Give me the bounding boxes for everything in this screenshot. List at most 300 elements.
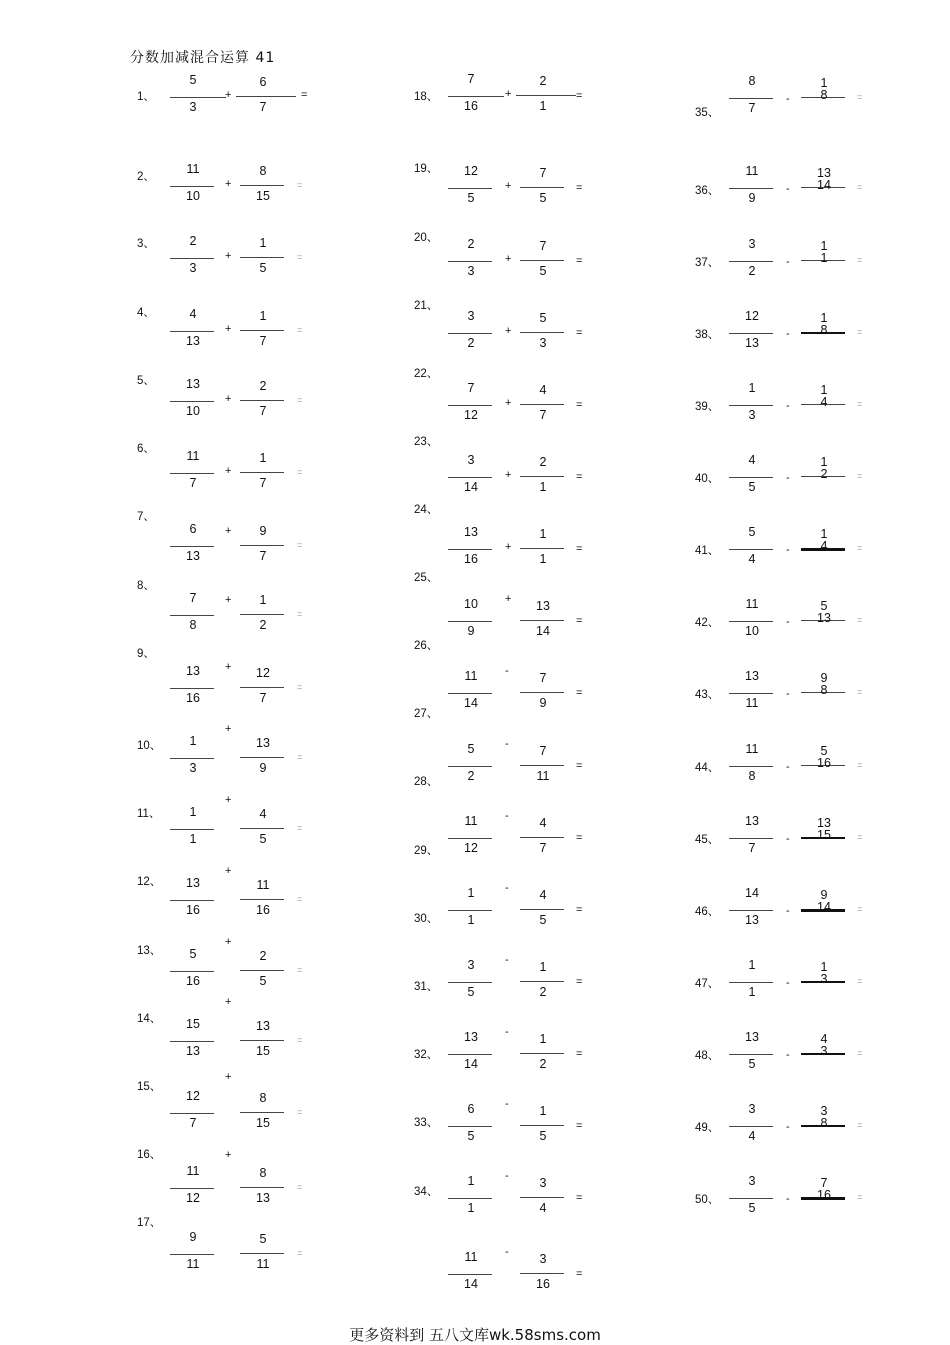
fraction-bar xyxy=(170,186,214,187)
denominator-first: 13 xyxy=(186,334,200,348)
numerator-first: 4 xyxy=(748,453,756,467)
fraction-bar xyxy=(448,910,492,911)
denominator-second: 4 xyxy=(820,395,828,409)
denominator-second: 2 xyxy=(820,467,828,481)
fraction-bar xyxy=(170,1254,214,1255)
denominator-second: 15 xyxy=(256,1044,270,1058)
denominator-first: 3 xyxy=(189,261,197,275)
numerator-first: 1 xyxy=(748,381,756,395)
fraction-bar xyxy=(729,98,773,99)
numerator-second: 1 xyxy=(539,1104,547,1118)
equals-sign: = xyxy=(857,92,863,102)
numerator-second: 12 xyxy=(256,666,270,680)
problem-number: 45、 xyxy=(695,834,720,846)
problem-number: 34、 xyxy=(414,1186,439,1198)
denominator-second: 5 xyxy=(539,1129,547,1143)
fraction-bar xyxy=(520,909,564,910)
equals-sign: = xyxy=(301,89,308,101)
problem-number: 17、 xyxy=(137,1217,162,1229)
numerator-first: 5 xyxy=(189,73,197,87)
problem-number: 24、 xyxy=(414,504,439,516)
denominator-second: 3 xyxy=(539,336,547,350)
operator-sign: + xyxy=(505,397,512,409)
denominator-first: 3 xyxy=(748,408,756,422)
problem-number: 20、 xyxy=(414,232,439,244)
numerator-first: 13 xyxy=(745,814,759,828)
problem-number: 41、 xyxy=(695,545,720,557)
operator-sign: - xyxy=(505,810,509,822)
numerator-second: 13 xyxy=(817,816,831,830)
denominator-first: 5 xyxy=(467,191,475,205)
fraction-bar xyxy=(729,838,773,839)
operator-sign: - xyxy=(786,400,790,412)
operator-sign: + xyxy=(225,794,232,806)
denominator-first: 2 xyxy=(467,336,475,350)
fraction-bar xyxy=(729,188,773,189)
operator-sign: + xyxy=(225,865,232,877)
problem-number: 15、 xyxy=(137,1081,162,1093)
equals-sign: = xyxy=(297,325,303,335)
denominator-first: 10 xyxy=(186,404,200,418)
fraction-bar xyxy=(448,693,492,694)
denominator-first: 4 xyxy=(748,1129,756,1143)
problem-number: 14、 xyxy=(137,1013,162,1025)
problem-number: 44、 xyxy=(695,762,720,774)
denominator-second: 5 xyxy=(539,913,547,927)
numerator-first: 11 xyxy=(464,669,478,683)
operator-sign: - xyxy=(786,544,790,556)
fraction-bar xyxy=(170,473,214,474)
denominator-first: 12 xyxy=(186,1191,200,1205)
fraction-bar xyxy=(729,1054,773,1055)
equals-sign: = xyxy=(297,1182,303,1192)
denominator-first: 9 xyxy=(467,624,475,638)
problem-number: 12、 xyxy=(137,876,162,888)
operator-sign: + xyxy=(225,661,232,673)
denominator-first: 16 xyxy=(186,974,200,988)
denominator-second: 8 xyxy=(820,323,828,337)
denominator-second: 2 xyxy=(539,985,547,999)
fraction-bar xyxy=(729,982,773,983)
equals-sign: = xyxy=(857,832,863,842)
numerator-first: 11 xyxy=(464,1250,478,1264)
fraction-bar xyxy=(520,981,564,982)
denominator-second: 1 xyxy=(539,552,547,566)
fraction-bar xyxy=(170,546,214,547)
fraction-bar xyxy=(170,971,214,972)
numerator-second: 4 xyxy=(259,807,267,821)
numerator-second: 7 xyxy=(539,744,547,758)
denominator-second: 14 xyxy=(817,178,831,192)
denominator-first: 1 xyxy=(748,985,756,999)
fraction-bar xyxy=(729,766,773,767)
denominator-second: 4 xyxy=(539,1201,547,1215)
operator-sign: + xyxy=(225,936,232,948)
numerator-second: 5 xyxy=(259,1232,267,1246)
denominator-second: 11 xyxy=(256,1257,270,1271)
numerator-first: 13 xyxy=(745,1030,759,1044)
numerator-second: 5 xyxy=(539,311,547,325)
numerator-first: 11 xyxy=(186,449,200,463)
numerator-second: 13 xyxy=(536,599,550,613)
equals-sign: = xyxy=(857,1192,863,1202)
problem-number: 16、 xyxy=(137,1149,162,1161)
numerator-second: 2 xyxy=(539,74,547,88)
worksheet-title: 分数加减混合运算 41 xyxy=(130,50,276,66)
fraction-bar xyxy=(729,405,773,406)
numerator-first: 3 xyxy=(748,1174,756,1188)
denominator-second: 5 xyxy=(259,261,267,275)
fraction-bar xyxy=(240,1112,284,1113)
problem-number: 33、 xyxy=(414,1117,439,1129)
problem-number: 18、 xyxy=(414,91,439,103)
denominator-first: 2 xyxy=(467,769,475,783)
numerator-first: 5 xyxy=(748,525,756,539)
numerator-second: 1 xyxy=(820,455,828,469)
numerator-second: 1 xyxy=(820,311,828,325)
problem-number: 49、 xyxy=(695,1122,720,1134)
denominator-first: 1 xyxy=(467,913,475,927)
problem-number: 43、 xyxy=(695,689,720,701)
denominator-first: 1 xyxy=(189,832,197,846)
numerator-second: 13 xyxy=(256,1019,270,1033)
denominator-first: 13 xyxy=(186,1044,200,1058)
equals-sign: = xyxy=(576,615,583,627)
equals-sign: = xyxy=(857,399,863,409)
numerator-second: 13 xyxy=(817,166,831,180)
fraction-bar xyxy=(448,261,492,262)
fraction-bar xyxy=(520,837,564,838)
operator-sign: - xyxy=(786,183,790,195)
equals-sign: = xyxy=(857,471,863,481)
fraction-bar xyxy=(520,404,564,405)
fraction-bar xyxy=(520,1197,564,1198)
fraction-bar xyxy=(729,333,773,334)
fraction-bar xyxy=(729,910,773,911)
numerator-first: 12 xyxy=(745,309,759,323)
denominator-second: 16 xyxy=(256,903,270,917)
problem-number: 25、 xyxy=(414,572,439,584)
denominator-second: 5 xyxy=(539,264,547,278)
equals-sign: = xyxy=(297,180,303,190)
numerator-first: 4 xyxy=(189,307,197,321)
operator-sign: - xyxy=(786,93,790,105)
denominator-first: 14 xyxy=(464,1277,478,1291)
problem-number: 29、 xyxy=(414,845,439,857)
denominator-second: 11 xyxy=(536,769,550,783)
fraction-bar xyxy=(729,1198,773,1199)
operator-sign: + xyxy=(225,89,232,101)
fraction-bar xyxy=(170,331,214,332)
denominator-first: 5 xyxy=(467,985,475,999)
fraction-bar xyxy=(520,620,564,621)
denominator-first: 13 xyxy=(745,913,759,927)
denominator-second: 16 xyxy=(536,1277,550,1291)
operator-sign: - xyxy=(786,328,790,340)
operator-sign: + xyxy=(225,723,232,735)
numerator-first: 2 xyxy=(189,234,197,248)
numerator-first: 3 xyxy=(467,453,475,467)
denominator-first: 14 xyxy=(464,1057,478,1071)
fraction-bar xyxy=(240,1040,284,1041)
denominator-second: 7 xyxy=(539,408,547,422)
fraction-bar xyxy=(448,1274,492,1275)
problem-number: 1、 xyxy=(137,91,155,103)
fraction-bar xyxy=(240,899,284,900)
numerator-first: 3 xyxy=(748,1102,756,1116)
numerator-second: 6 xyxy=(259,75,267,89)
denominator-first: 1 xyxy=(467,1201,475,1215)
problem-number: 38、 xyxy=(695,329,720,341)
denominator-first: 16 xyxy=(186,691,200,705)
denominator-first: 10 xyxy=(745,624,759,638)
equals-sign: = xyxy=(297,1107,303,1117)
fraction-bar xyxy=(240,400,284,401)
numerator-second: 8 xyxy=(259,1166,267,1180)
problem-number: 47、 xyxy=(695,978,720,990)
problem-number: 2、 xyxy=(137,171,155,183)
numerator-first: 6 xyxy=(189,522,197,536)
fraction-bar xyxy=(170,829,214,830)
numerator-first: 13 xyxy=(464,525,478,539)
fraction-bar xyxy=(448,982,492,983)
denominator-second: 1 xyxy=(820,251,828,265)
problem-number: 39、 xyxy=(695,401,720,413)
operator-sign: + xyxy=(505,469,512,481)
fraction-bar xyxy=(448,188,492,189)
fraction-bar xyxy=(729,477,773,478)
equals-sign: = xyxy=(297,1248,303,1258)
numerator-second: 1 xyxy=(259,309,267,323)
equals-sign: = xyxy=(576,471,583,483)
fraction-bar xyxy=(240,614,284,615)
numerator-first: 1 xyxy=(189,805,197,819)
numerator-first: 12 xyxy=(464,164,478,178)
numerator-second: 4 xyxy=(539,383,547,397)
numerator-second: 2 xyxy=(539,455,547,469)
problem-number: 8、 xyxy=(137,580,155,592)
equals-sign: = xyxy=(297,682,303,692)
problem-number: 40、 xyxy=(695,473,720,485)
denominator-first: 5 xyxy=(748,1057,756,1071)
fraction-bar xyxy=(240,472,284,473)
denominator-first: 14 xyxy=(464,480,478,494)
denominator-first: 8 xyxy=(189,618,197,632)
denominator-second: 3 xyxy=(820,972,828,986)
numerator-second: 1 xyxy=(259,593,267,607)
numerator-first: 2 xyxy=(467,237,475,251)
numerator-first: 11 xyxy=(745,597,759,611)
problem-number: 13、 xyxy=(137,945,162,957)
equals-sign: = xyxy=(576,904,583,916)
fraction-bar xyxy=(240,257,284,258)
problem-number: 50、 xyxy=(695,1194,720,1206)
numerator-second: 9 xyxy=(820,671,828,685)
numerator-first: 11 xyxy=(186,162,200,176)
fraction-bar xyxy=(448,96,504,97)
denominator-second: 14 xyxy=(536,624,550,638)
operator-sign: + xyxy=(225,1149,232,1161)
numerator-first: 11 xyxy=(186,1164,200,1178)
fraction-bar xyxy=(520,548,564,549)
denominator-second: 15 xyxy=(817,828,831,842)
numerator-second: 1 xyxy=(259,236,267,250)
numerator-second: 13 xyxy=(256,736,270,750)
equals-sign: = xyxy=(297,252,303,262)
equals-sign: = xyxy=(297,1035,303,1045)
numerator-second: 1 xyxy=(820,239,828,253)
problem-number: 10、 xyxy=(137,740,162,752)
equals-sign: = xyxy=(576,976,583,988)
fraction-bar xyxy=(729,621,773,622)
denominator-second: 5 xyxy=(259,974,267,988)
denominator-second: 7 xyxy=(259,476,267,490)
denominator-first: 5 xyxy=(748,480,756,494)
denominator-second: 9 xyxy=(539,696,547,710)
fraction-bar xyxy=(520,187,564,188)
fraction-bar xyxy=(520,476,564,477)
fraction-bar xyxy=(170,1188,214,1189)
fraction-bar xyxy=(240,687,284,688)
denominator-first: 9 xyxy=(748,191,756,205)
fraction-bar xyxy=(729,261,773,262)
numerator-second: 1 xyxy=(820,960,828,974)
equals-sign: = xyxy=(576,327,583,339)
fraction-bar xyxy=(448,333,492,334)
numerator-first: 3 xyxy=(467,309,475,323)
problem-number: 31、 xyxy=(414,981,439,993)
numerator-second: 2 xyxy=(259,379,267,393)
numerator-second: 7 xyxy=(820,1176,828,1190)
numerator-second: 1 xyxy=(539,1032,547,1046)
denominator-first: 4 xyxy=(748,552,756,566)
denominator-second: 7 xyxy=(259,404,267,418)
problem-number: 42、 xyxy=(695,617,720,629)
equals-sign: = xyxy=(857,904,863,914)
fraction-bar xyxy=(448,549,492,550)
numerator-second: 1 xyxy=(820,383,828,397)
denominator-first: 5 xyxy=(748,1201,756,1215)
denominator-second: 16 xyxy=(817,756,831,770)
operator-sign: - xyxy=(505,738,509,750)
problem-number: 26、 xyxy=(414,640,439,652)
denominator-second: 3 xyxy=(820,1044,828,1058)
equals-sign: = xyxy=(297,609,303,619)
numerator-second: 4 xyxy=(820,1032,828,1046)
denominator-first: 7 xyxy=(748,841,756,855)
denominator-first: 10 xyxy=(186,189,200,203)
fraction-bar xyxy=(170,97,226,98)
numerator-first: 11 xyxy=(745,742,759,756)
footer-text: 更多资料到 五八文库wk.58sms.com xyxy=(349,1326,601,1344)
numerator-first: 7 xyxy=(189,591,197,605)
fraction-bar xyxy=(520,765,564,766)
operator-sign: + xyxy=(225,594,232,606)
fraction-bar xyxy=(240,1187,284,1188)
operator-sign: - xyxy=(505,882,509,894)
numerator-first: 3 xyxy=(748,237,756,251)
numerator-first: 12 xyxy=(186,1089,200,1103)
fraction-bar xyxy=(170,900,214,901)
equals-sign: = xyxy=(857,1120,863,1130)
equals-sign: = xyxy=(857,976,863,986)
fraction-bar xyxy=(240,185,284,186)
operator-sign: - xyxy=(786,977,790,989)
fraction-bar xyxy=(240,828,284,829)
numerator-second: 1 xyxy=(539,527,547,541)
denominator-first: 11 xyxy=(186,1257,200,1271)
denominator-second: 7 xyxy=(539,841,547,855)
operator-sign: + xyxy=(225,996,232,1008)
operator-sign: + xyxy=(225,250,232,262)
fraction-bar xyxy=(520,260,564,261)
problem-number: 30、 xyxy=(414,913,439,925)
equals-sign: = xyxy=(297,540,303,550)
equals-sign: = xyxy=(576,182,583,194)
operator-sign: - xyxy=(786,761,790,773)
numerator-second: 1 xyxy=(539,960,547,974)
numerator-first: 1 xyxy=(467,1174,475,1188)
equals-sign: = xyxy=(576,1120,583,1132)
operator-sign: - xyxy=(505,1026,509,1038)
equals-sign: = xyxy=(297,467,303,477)
denominator-first: 14 xyxy=(464,696,478,710)
problem-number: 6、 xyxy=(137,443,155,455)
problem-number: 48、 xyxy=(695,1050,720,1062)
denominator-second: 8 xyxy=(820,1116,828,1130)
denominator-first: 7 xyxy=(189,1116,197,1130)
fraction-bar xyxy=(448,477,492,478)
fraction-bar xyxy=(170,401,214,402)
fraction-bar xyxy=(448,838,492,839)
operator-sign: - xyxy=(786,256,790,268)
numerator-second: 8 xyxy=(259,164,267,178)
operator-sign: - xyxy=(505,954,509,966)
denominator-second: 2 xyxy=(539,1057,547,1071)
denominator-second: 8 xyxy=(820,88,828,102)
problem-number: 5、 xyxy=(137,375,155,387)
denominator-first: 3 xyxy=(189,761,197,775)
equals-sign: = xyxy=(576,687,583,699)
numerator-second: 3 xyxy=(539,1176,547,1190)
operator-sign: - xyxy=(505,1098,509,1110)
fraction-bar xyxy=(729,1126,773,1127)
fraction-bar xyxy=(448,405,492,406)
equals-sign: = xyxy=(576,90,583,102)
denominator-second: 1 xyxy=(539,480,547,494)
numerator-first: 13 xyxy=(186,664,200,678)
fraction-bar xyxy=(520,1053,564,1054)
equals-sign: = xyxy=(297,752,303,762)
fraction-bar xyxy=(448,1126,492,1127)
problem-number: 21、 xyxy=(414,300,439,312)
numerator-second: 11 xyxy=(256,878,270,892)
denominator-second: 15 xyxy=(256,189,270,203)
denominator-second: 5 xyxy=(539,191,547,205)
problem-number: 27、 xyxy=(414,708,439,720)
numerator-first: 8 xyxy=(748,74,756,88)
denominator-first: 3 xyxy=(467,264,475,278)
denominator-first: 13 xyxy=(745,336,759,350)
fraction-bar xyxy=(516,95,576,96)
numerator-second: 9 xyxy=(820,888,828,902)
operator-sign: + xyxy=(505,325,512,337)
problem-number: 19、 xyxy=(414,163,439,175)
numerator-second: 4 xyxy=(539,888,547,902)
numerator-second: 1 xyxy=(259,451,267,465)
operator-sign: - xyxy=(786,616,790,628)
problem-number: 7、 xyxy=(137,511,155,523)
